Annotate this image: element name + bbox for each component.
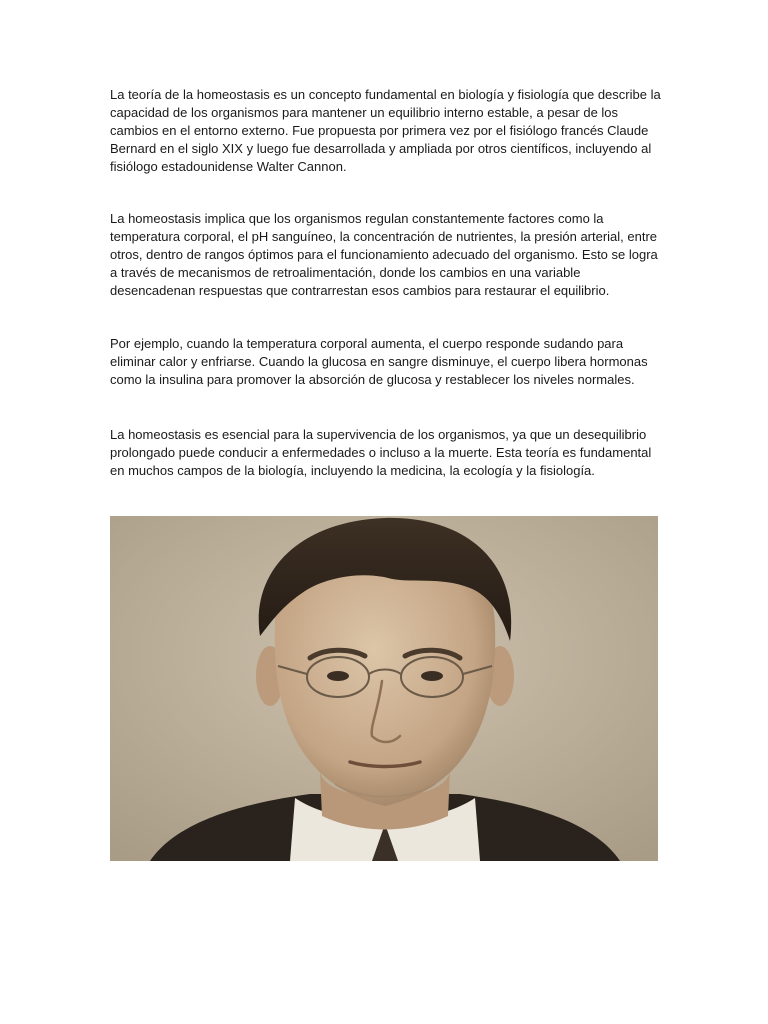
portrait-photo [110,516,658,861]
right-eye [421,671,443,681]
left-eye [327,671,349,681]
paragraph-example: Por ejemplo, cuando la temperatura corporal aumenta, el cuerpo responde sudando para eliminar calor y enfriarse. Cuando la glucosa en sangre disminuye, el cuerpo libera hormonas como la insulina para promover la absorción de glucosa y restablecer los niveles normales. [110,336,648,387]
portrait-illustration [110,516,658,861]
paragraph-importance: La homeostasis es esencial para la supervivencia de los organismos, ya que un desequilibrio prolongado puede conducir a enfermedades o incluso a la muerte. Esta teoría es fundamental en muchos campos de la biología, incluyendo la medicina, la ecología y la fisiología. [110,427,652,478]
paragraph-regulation: La homeostasis implica que los organismos regulan constantemente factores como la temperatura corporal, el pH sanguíneo, la concentración de nutrientes, la presión arterial, entre otros, dentro de rangos óptimos para el funcionamiento adecuado del organismo. Esto se logra a través de mecanismos de retroalimentación, donde los cambios en una variable desencadenan respuestas que contrarrestan esos cambios para restaurar el equilibrio. [110,211,658,298]
paragraph-homeostasis-intro: La teoría de la homeostasis es un concepto fundamental en biología y fisiología que describe la capacidad de los organismos para mantener un equilibrio interno estable, a pesar de los cambios en el entorno externo. Fue propuesta por primera vez por el fisiólogo francés Claude Bernard en el siglo XIX y luego fue desarrollada y ampliada por otros científicos, incluyendo al fisiólogo estadounidense Walter Cannon. [110,87,661,174]
